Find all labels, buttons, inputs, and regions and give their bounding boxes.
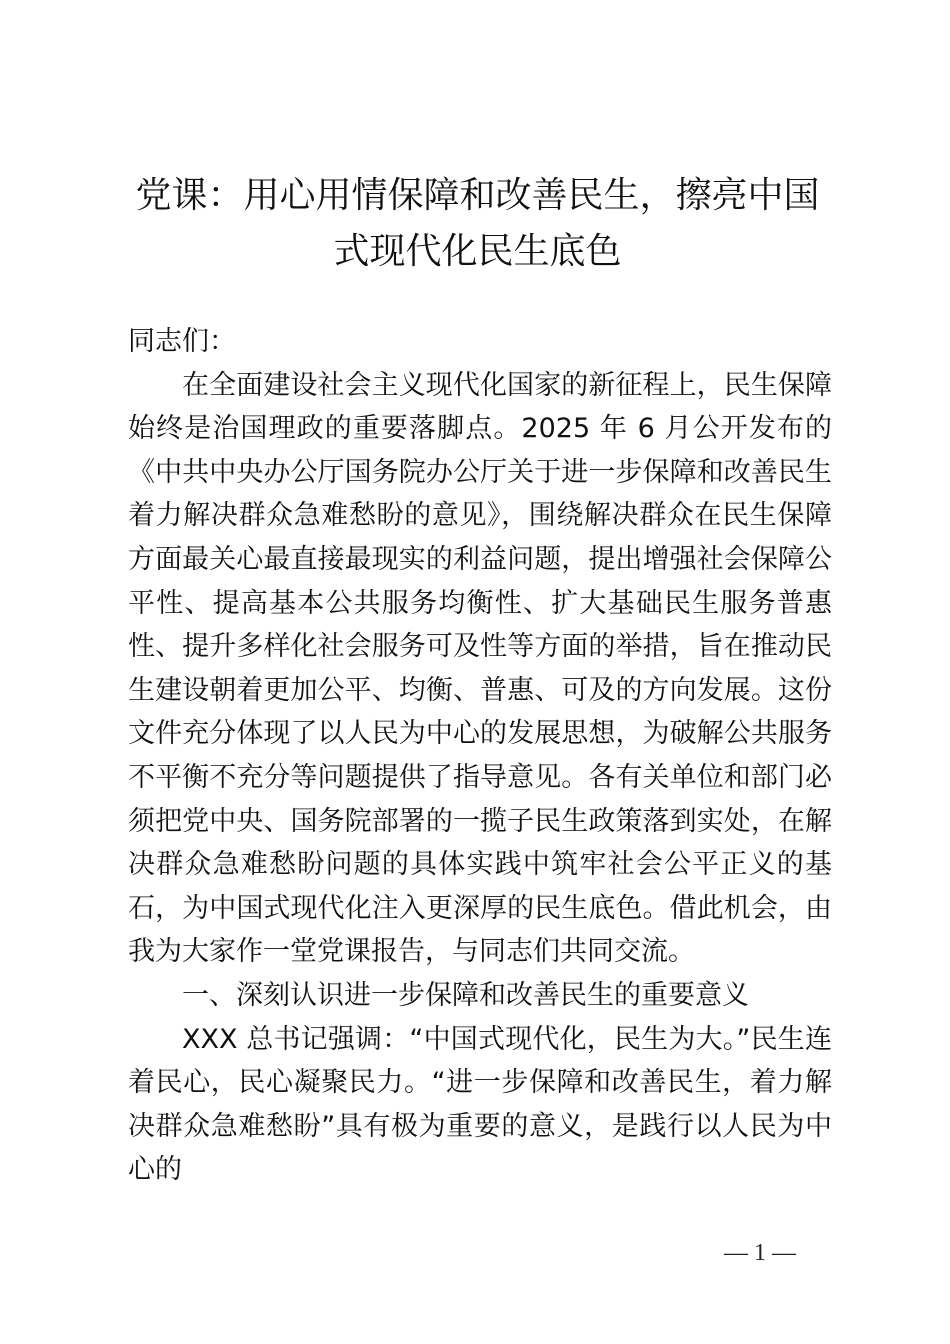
intro-paragraph: 在全面建设社会主义现代化国家的新征程上，民生保障始终是治国理政的重要落脚点。2025 年 6 月公开发布的《中共中央办公厅国务院办公厅关于进一步保障和改善民生着力解决群众急难愁盼的意见》，围绕解决群众在民生保障方面最关心最直接最现实的利益问题，提出增强社会保障公平性、提高基本公共服务均衡性、扩大基础民生服务普惠性、提升多样化社会服务可及性等方面的举措，旨在推动民生建设朝着更加公平、均衡、普惠、可及的方向发展。这份文件充分体现了以人民为中心的发展思想，为破解公共服务不平衡不充分等问题提供了指导意见。各有关单位和部门必须把党中央、国务院部署的一揽子民生政策落到实处，在解决群众急难愁盼问题的具体实践中筑牢社会公平正义的基石，为中国式现代化注入更深厚的民生底色。借此机会，由我为大家作一堂党课报告，与同志们共同交流。 <box>128 369 832 968</box>
salutation: 同志们： <box>128 326 236 357</box>
body-paragraph: XXX 总书记强调：“中国式现代化，民生为大。”民生连着民心，民心凝聚民力。“进一步保障和改善民生，着力解决群众急难愁盼”具有极为重要的意义，是践行以人民为中心的 <box>128 1023 832 1186</box>
document-body <box>128 320 832 1192</box>
section-heading: 一、深刻认识进一步保障和改善民生的重要意义 <box>182 979 749 1011</box>
document-title: 党课：用心用情保障和改善民生，擦亮中国式现代化民生底色 <box>135 175 820 272</box>
page-number: — 1 — <box>724 1240 796 1266</box>
